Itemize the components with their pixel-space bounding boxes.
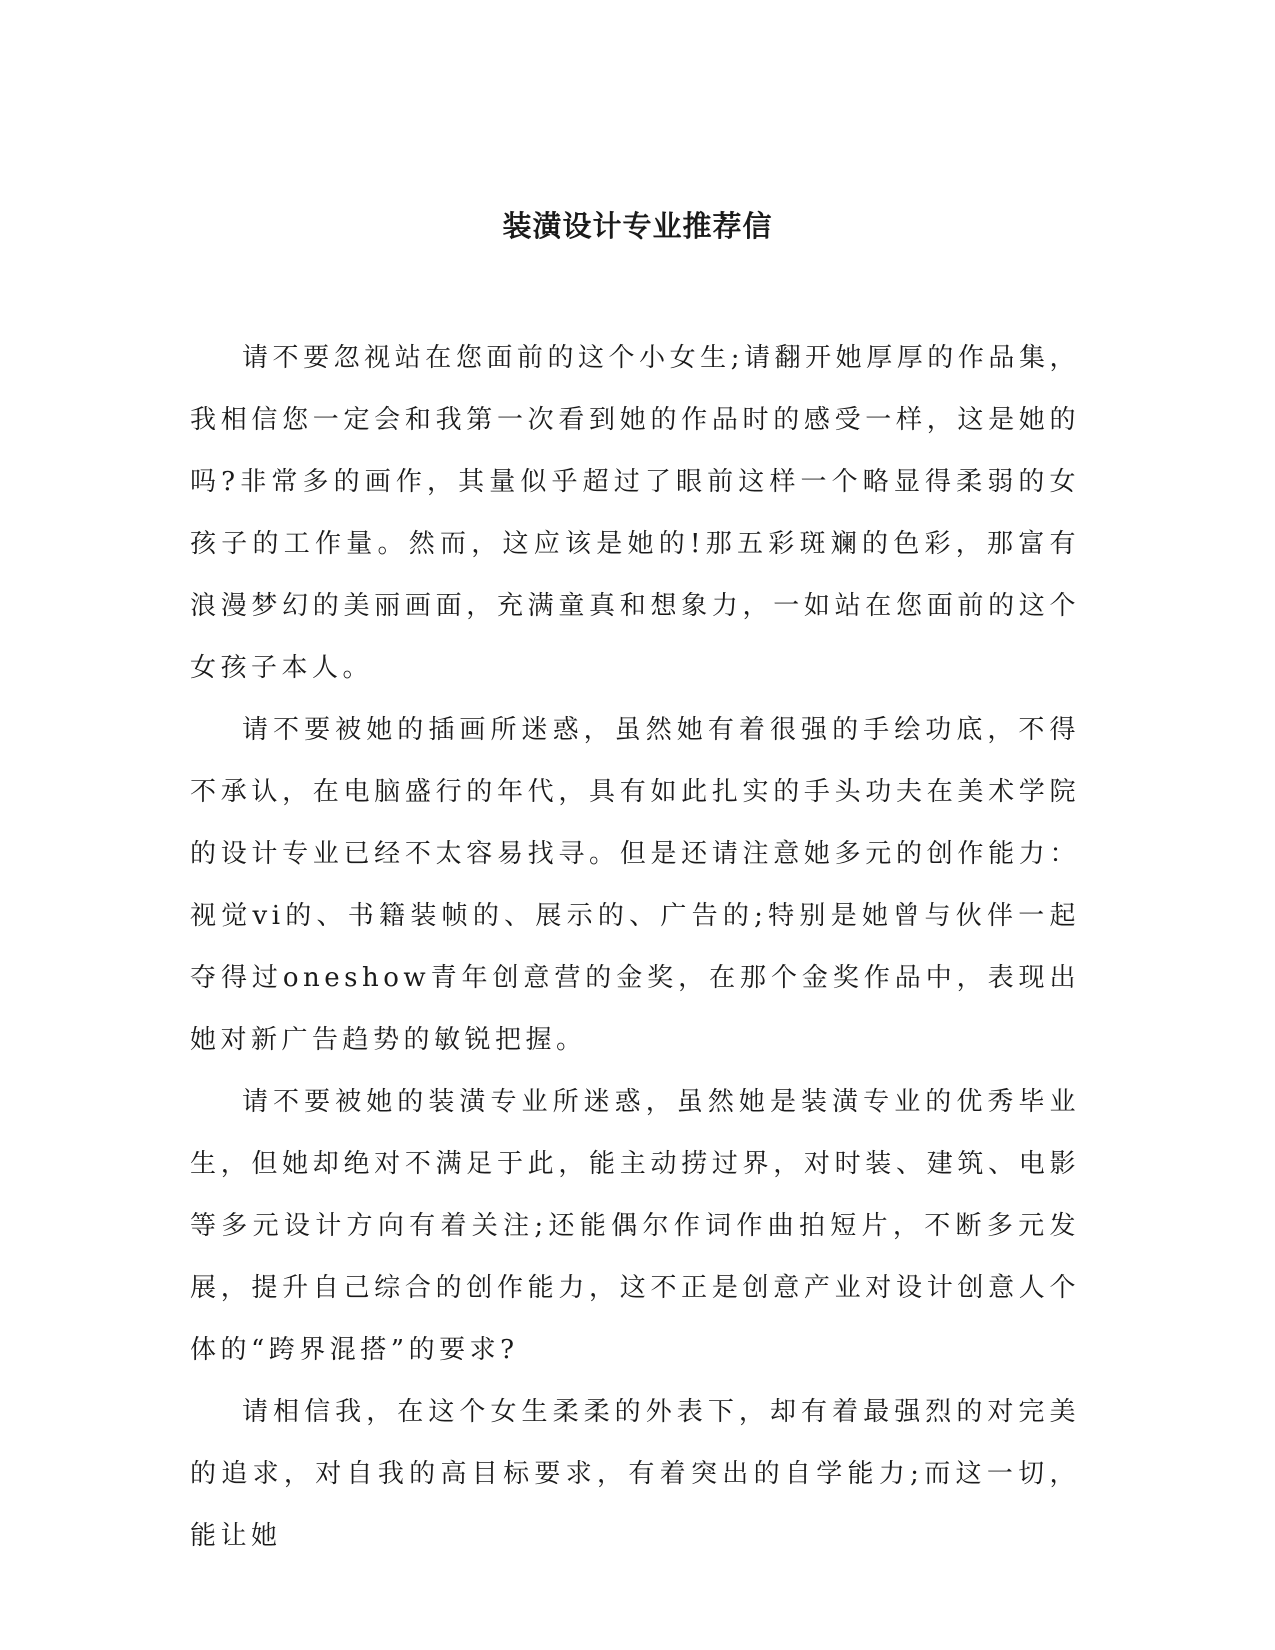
paragraph-3: 请不要被她的装潢专业所迷惑，虽然她是装潢专业的优秀毕业生，但她却绝对不满足于此，能主动捞过界，对时装、建筑、电影等多元设计方向有着关注;还能偶尔作词作曲拍短片，不断多元发展，提升自己综合的创作能力，这不正是创意产业对设计创意人个体的“跨界混搭”的要求? xyxy=(190,1087,1080,1365)
document-title: 装潢设计专业推荐信 xyxy=(502,209,773,243)
paragraph-1: 请不要忽视站在您面前的这个小女生;请翻开她厚厚的作品集，我相信您一定会和我第一次看到她的作品时的感受一样，这是她的吗?非常多的画作，其量似乎超过了眼前这样一个略显得柔弱的女孩子的工作量。然而，这应该是她的!那五彩斑斓的色彩，那富有浪漫梦幻的美丽画面，充满童真和想象力，一如站在您面前的这个女孩子本人。 xyxy=(190,343,1080,683)
letter-body xyxy=(190,327,1080,1567)
paragraph-4: 请相信我，在这个女生柔柔的外表下，却有着最强烈的对完美的追求，对自我的高目标要求，有着突出的自学能力;而这一切，能让她 xyxy=(190,1397,1080,1551)
paragraph-2: 请不要被她的插画所迷惑，虽然她有着很强的手绘功底，不得不承认，在电脑盛行的年代，具有如此扎实的手头功夫在美术学院的设计专业已经不太容易找寻。但是还请注意她多元的创作能力：视觉vi的、书籍装帧的、展示的、广告的;特别是她曾与伙伴一起夺得过oneshow青年创意营的金奖，在那个金奖作品中，表现出她对新广告趋势的敏锐把握。 xyxy=(190,715,1080,1055)
